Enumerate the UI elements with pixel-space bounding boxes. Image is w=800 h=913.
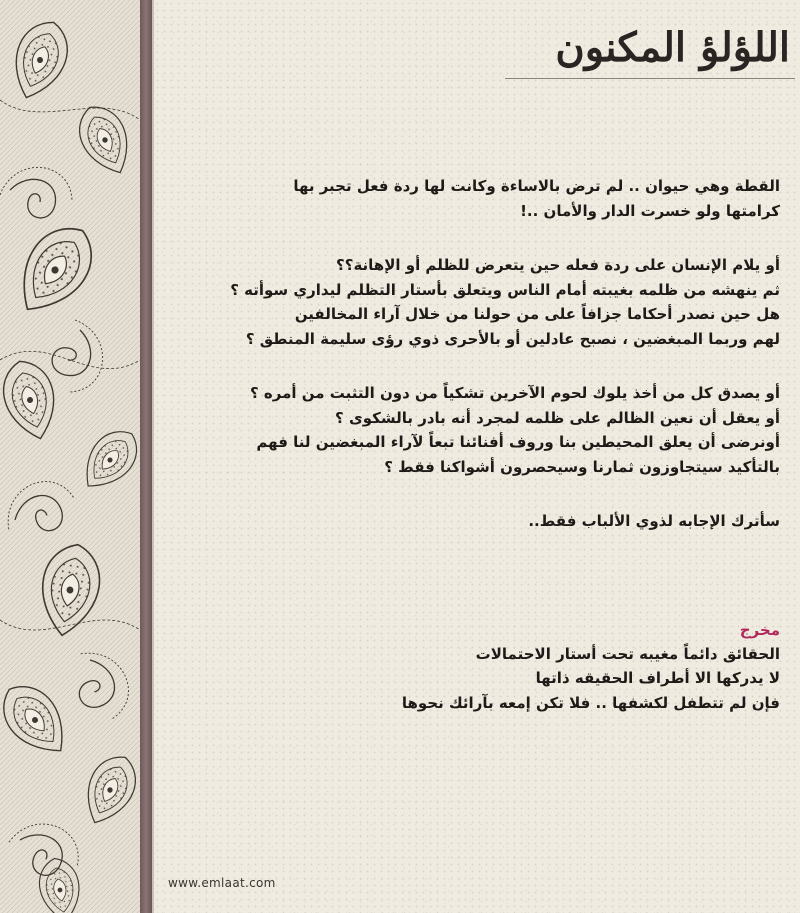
title-underline-divider — [505, 78, 795, 79]
article-body — [230, 174, 780, 715]
page-title: اللؤلؤ المكنون — [555, 24, 790, 71]
text-line: أونرضى أن يعلق المحيطين بنا وروف أفنائنا تبعاً لآراء المبغضين لنا فهم — [256, 433, 780, 451]
text-line: فإن لم تتطفل لكشفها .. فلا تكن إمعه بآرائك نحوها — [401, 693, 780, 712]
sign-off-text: سأترك الإجابه لذوي الألباب فقط.. — [528, 512, 780, 530]
text-line: الحقائق دائماً مغيبه تحت أستار الاحتمالات — [475, 644, 780, 663]
spine-edge-divider — [152, 0, 154, 913]
outro-section — [255, 618, 780, 716]
text-line: أو يعقل أن نعين الظالم على ظلمه لمجرد أنه بادر بالشكوى ؟ — [335, 408, 780, 427]
text-line: ثم ينهشه من ظلمه بغيبته أمام الناس ويتعلق بأستار التظلم ليداري سوأته ؟ — [230, 280, 780, 299]
text-line: لهم وربما المبغضين ، نصبح عادلين أو بالأحرى ذوي رؤى سليمة المنطق ؟ — [245, 329, 780, 348]
paragraph-3 — [249, 381, 780, 479]
text-line: القطة وهي حيوان .. لم ترض بالاساءة وكانت لها ردة فعل تجبر بها — [293, 177, 780, 195]
text-line: كرامتها ولو خسرت الدار والأمان ..! — [520, 201, 780, 220]
website-url-watermark: www.emlaat.com — [168, 876, 276, 890]
paragraph-1 — [255, 174, 780, 223]
sign-off-paragraph — [255, 509, 780, 534]
text-line: بالتأكيد سيتجاوزون ثمارنا وسيحصرون أشواكنا فقط ؟ — [384, 457, 780, 476]
outro-label: مخرج — [739, 620, 780, 639]
paisley-border-decoration — [0, 0, 140, 913]
decorative-spine-bar — [140, 0, 152, 913]
text-line: أو يصدق كل من أخذ يلوك لحوم الآخرين تشكياً من دون التثبت من أمره ؟ — [249, 384, 780, 402]
text-line: أو يلام الإنسان على ردة فعله حين يتعرض للظلم أو الإهانة؟؟ — [336, 256, 780, 274]
paisley-pattern-icon — [0, 0, 140, 913]
text-line: هل حين نصدر أحكاما جزافاً على من حولنا من خلال آراء المخالفين — [294, 305, 780, 323]
paragraph-2 — [230, 253, 780, 351]
text-line: لا يدركها الا أطراف الحقيقه ذاتها — [535, 669, 780, 687]
